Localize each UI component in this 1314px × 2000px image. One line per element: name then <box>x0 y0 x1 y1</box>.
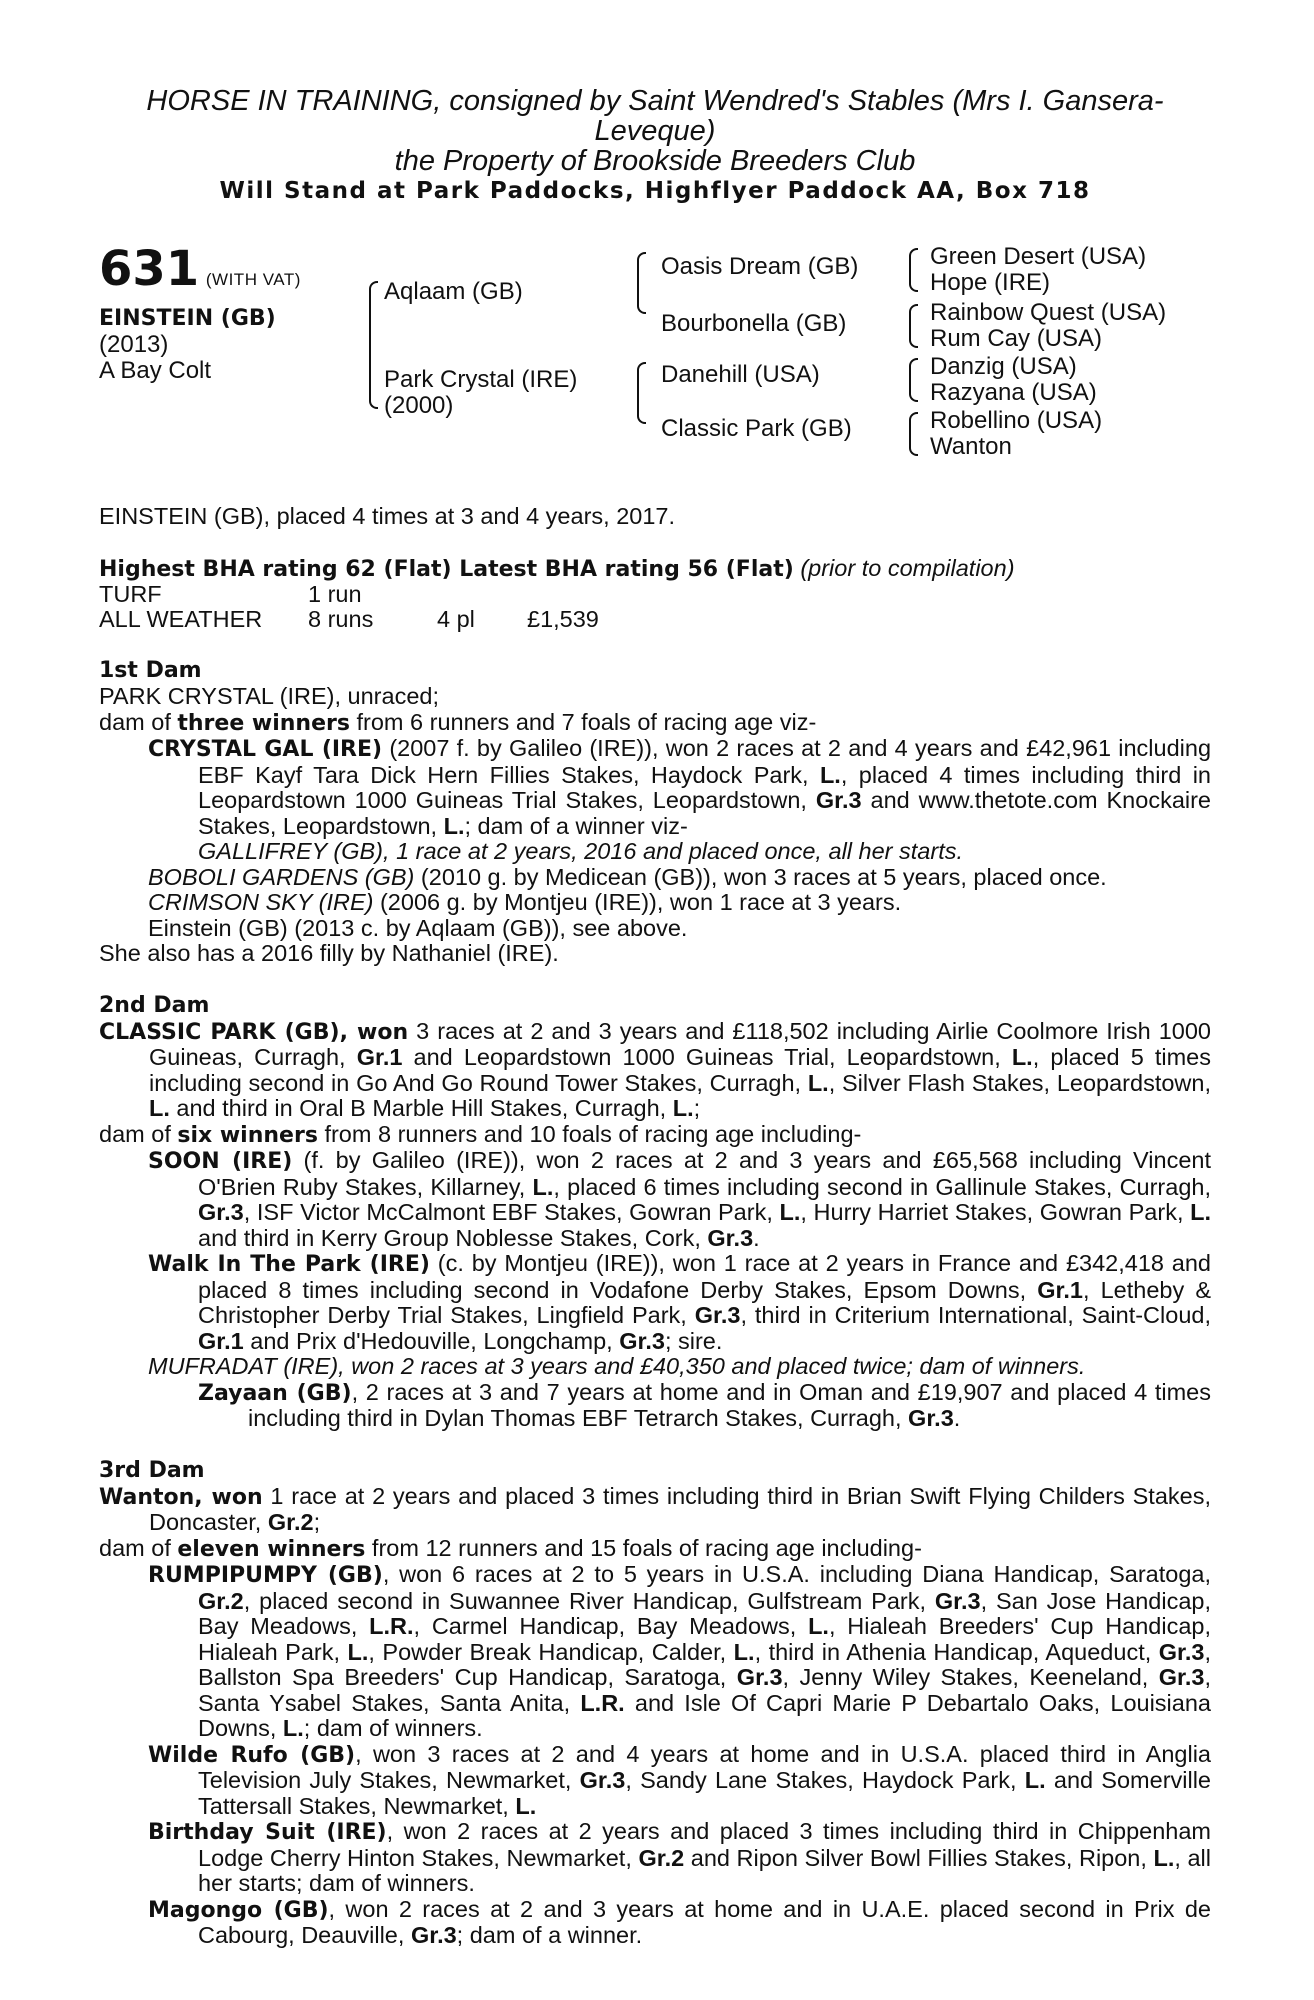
rating-note: (prior to compilation) <box>800 554 1015 581</box>
brace-upper <box>369 281 378 345</box>
sire-sire: Oasis Dream (GB) <box>661 253 859 280</box>
produce-birthday-suit: Birthday Suit (IRE), won 2 races at 2 years and placed 3 times including third in Chippenham Lodge Cherry Hinton Stakes, Newmarket, Gr.2 and Ripon Silver Bowl Fillies Stakes, Ripon, L., all her starts; dam of winners. <box>148 1818 1211 1896</box>
foaling-year: (2013) <box>99 331 169 358</box>
classic-park-record: CLASSIC PARK (GB), won 3 races at 2 and 3 years and £118,502 including Airlie Coolmore Irish 1000 Guineas, Curragh, Gr.1 and Leopardstown 1000 Guineas Trial, Leopardstown, L., placed 5 times including second in Go And Go Round Tower Stakes, Curragh, L., Silver Flash Stakes, Leopardstown, L. and third in Oral B Marble Hill Stakes, Curragh, L.; <box>99 1017 1211 1121</box>
brace-lower <box>369 345 378 409</box>
aw-label: ALL WEATHER <box>99 606 263 632</box>
first-dam-name: PARK CRYSTAL (IRE), unraced; <box>99 683 439 709</box>
wanton-produce: dam of eleven winners from 12 runners and 15 foals of racing age including- <box>99 1534 922 1562</box>
produce-wilde-rufo: Wilde Rufo (GB), won 3 races at 2 and 4 years at home and in U.S.A. placed third in Anglia Television July Stakes, Newmarket, Gr.3, Sandy Lane Stakes, Haydock Park, L. and Somerville Tattersall Stakes, Newmarket, L. <box>148 1740 1212 1819</box>
dam-year: (2000) <box>384 392 454 419</box>
second-dam-section <box>99 1019 1211 1432</box>
produce-note: She also has a 2016 filly by Nathaniel (IRE). <box>99 940 559 966</box>
dam-name: Park Crystal (IRE) <box>384 366 578 393</box>
ddd: Wanton <box>930 433 1012 460</box>
table-row <box>99 582 599 607</box>
consignor-line-1: HORSE IN TRAINING, consigned by Saint Wendred's Stables (Mrs I. Gansera- <box>146 85 1164 117</box>
ratings-section <box>99 556 1211 633</box>
wanton-record: Wanton, won 1 race at 2 years and placed 3 times including third in Brian Swift Flying Childers Stakes, Doncaster, Gr.2; <box>99 1482 1212 1535</box>
produce-gallifrey: GALLIFREY (GB), 1 race at 2 years, 2016 and placed once, all her starts. <box>198 838 964 864</box>
lot-number-line <box>99 241 301 297</box>
catalogue-page <box>99 86 1211 1949</box>
horse-description: A Bay Colt <box>99 357 212 384</box>
aw-prize: £1,539 <box>527 606 599 632</box>
table-row <box>99 607 599 632</box>
first-dam-heading: 1st Dam <box>99 658 202 683</box>
vat-label: (WITH VAT) <box>205 270 301 289</box>
produce-mufradat: MUFRADAT (IRE), won 2 races at 3 years and £40,350 and placed twice; dam of winners. <box>148 1353 1086 1379</box>
brace-sd <box>909 304 918 348</box>
dam-sire: Danehill (USA) <box>661 361 820 388</box>
brace-dd <box>909 412 918 456</box>
turf-label: TURF <box>99 581 162 607</box>
produce-magongo: Magongo (GB), won 2 races at 2 and 3 years at home and in U.A.E. placed second in Prix de Cabourg, Deauville, Gr.3; dam of a winner. <box>148 1895 1211 1948</box>
sss: Green Desert (USA) <box>930 243 1147 270</box>
produce-boboli-gardens: BOBOLI GARDENS (GB) (2010 g. by Medicean (GB)), won 3 races at 5 years, placed once. <box>148 863 1107 890</box>
brace-dam-line <box>637 362 646 424</box>
sdd: Rum Cay (USA) <box>930 325 1103 352</box>
turf-runs: 1 run <box>308 581 362 607</box>
consignor-line-2: Leveque) <box>594 115 716 147</box>
race-stats-table <box>99 582 599 632</box>
stand-location: Will Stand at Park Paddocks, Highflyer Paddock AA, Box 718 <box>219 178 1091 204</box>
dam-dam: Classic Park (GB) <box>661 415 852 442</box>
rating-line: Highest BHA rating 62 (Flat) Latest BHA rating 56 (Flat) <box>99 556 794 582</box>
lot-pedigree-block <box>99 241 1211 504</box>
property-line: the Property of Brookside Breeders Club <box>394 145 916 177</box>
produce-rumpipumpy: RUMPIPUMPY (GB), won 6 races at 2 to 5 years in U.S.A. including Diana Handicap, Saratoga, Gr.2, placed second in Suwannee River Handicap, Gulfstream Park, Gr.3, San Jose Handicap, Bay Meadows, L.R., Carmel Handicap, Bay Meadows, L., Hialeah Breeders' Cup Handicap, Hialeah Park, L., Powder Break Handicap, Calder, L., third in Athenia Handicap, Aqueduct, Gr.3, Ballston Spa Breeders' Cup Handicap, Saratoga, Gr.3, Jenny Wiley Stakes, Keeneland, Gr.3, Santa Ysabel Stakes, Santa Anita, L.R. and Isle Of Capri Marie P Debartalo Oaks, Louisiana Downs, L.; dam of winners. <box>148 1561 1212 1741</box>
consignor-heading <box>99 86 1211 176</box>
sire-dam: Bourbonella (GB) <box>661 310 847 337</box>
produce-walk-in-the-park: Walk In The Park (IRE) (c. by Montjeu (IRE)), won 1 race at 2 years in France and £342,418 and placed 8 times including second in Vodafone Derby Stakes, Epsom Downs, Gr.1, Letheby & Christopher Derby Trial Stakes, Lingfield Park, Gr.3, third in Criterium International, Saint-Cloud, Gr.1 and Prix d'Hedouville, Longchamp, Gr.3; sire. <box>148 1250 1212 1354</box>
dss: Danzig (USA) <box>930 353 1077 380</box>
brace-ss <box>909 248 918 292</box>
brace-sire-line <box>637 252 646 314</box>
second-dam-heading: 2nd Dam <box>99 992 210 1018</box>
dsd: Razyana (USA) <box>930 379 1097 406</box>
lot-number: 631 <box>99 241 200 297</box>
horse-name: EINSTEIN (GB) <box>99 306 276 331</box>
produce-crystal-gal: CRYSTAL GAL (IRE) (2007 f. by Galileo (IRE)), won 2 races at 2 and 4 years and £42,961 including EBF Kayf Tara Dick Hern Fillies Stakes, Haydock Park, L., placed 4 times including third in Leopardstown 1000 Guineas Trial Stakes, Leopardstown, Gr.3 and www.thetote.com Knockaire Stakes, Leopardstown, L.; dam of a winner viz- <box>148 735 1212 839</box>
aw-placed: 4 pl <box>437 606 475 632</box>
produce-crimson-sky: CRIMSON SKY (IRE) (2006 g. by Montjeu (IRE)), won 1 race at 3 years. <box>148 889 902 915</box>
first-dam-section <box>99 684 1211 967</box>
first-dam-record: dam of three winners from 6 runners and 7 foals of racing age viz- <box>99 708 817 736</box>
sire-name: Aqlaam (GB) <box>384 278 523 305</box>
ssd: Hope (IRE) <box>930 269 1051 296</box>
dds: Robellino (USA) <box>930 407 1103 434</box>
aw-runs: 8 runs <box>308 606 374 632</box>
sds: Rainbow Quest (USA) <box>930 299 1167 326</box>
race-record-summary: EINSTEIN (GB), placed 4 times at 3 and 4 years, 2017. <box>99 503 676 529</box>
brace-ds <box>909 358 918 402</box>
produce-soon: SOON (IRE) (f. by Galileo (IRE)), won 2 races at 2 and 3 years and £65,568 including Vincent O'Brien Ruby Stakes, Killarney, L., placed 6 times including second in Gallinule Stakes, Curragh, Gr.3, ISF Victor McCalmont EBF Stakes, Gowran Park, L., Hurry Harriet Stakes, Gowran Park, L. and third in Kerry Group Noblesse Stakes, Cork, Gr.3. <box>148 1147 1211 1251</box>
classic-park-produce: dam of six winners from 8 runners and 10 foals of racing age including- <box>99 1120 862 1148</box>
third-dam-section <box>99 1484 1211 1949</box>
third-dam-heading: 3rd Dam <box>99 1457 205 1483</box>
produce-zayaan: Zayaan (GB), 2 races at 3 and 7 years at home and in Oman and £19,907 and placed 4 times including third in Dylan Thomas EBF Tetrarch Stakes, Curragh, Gr.3. <box>198 1378 1211 1431</box>
produce-einstein: Einstein (GB) (2013 c. by Aqlaam (GB)), see above. <box>148 914 688 941</box>
